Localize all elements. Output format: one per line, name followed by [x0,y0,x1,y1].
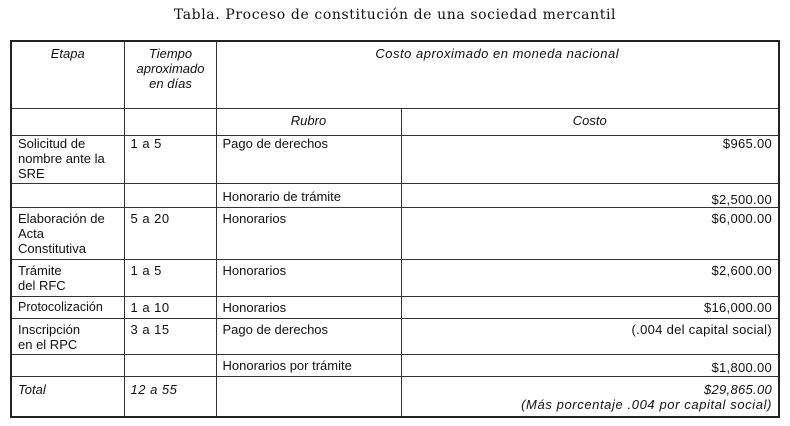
table-caption: Tabla. Proceso de constitución de una sociedad mercantil [173,7,617,23]
header-row [12,42,778,109]
cell-etapa [12,355,124,377]
cell-tiempo: 5 a 20 [124,208,216,260]
cell-tiempo [124,184,216,208]
total-costo-cell [401,377,778,416]
cell-costo: (.004 del capital social) [401,319,778,355]
subheader-row [12,109,778,136]
total-tiempo: 12 a 55 [124,377,216,416]
cell-costo: $16,000.00 [401,297,778,319]
cell-costo: $1,800.00 [401,355,778,377]
cost-table [12,42,778,416]
cell-rubro: Honorarios [216,260,401,297]
cell-etapa: Trámite del RFC [12,260,124,297]
total-note: (Más porcentaje .004 por capital social) [521,397,773,412]
table-row [12,319,778,355]
cell-tiempo: 1 a 5 [124,260,216,297]
cell-rubro: Honorarios [216,297,401,319]
cell-tiempo: 1 a 10 [124,297,216,319]
cell-rubro: Honorario de trámite [216,184,401,208]
cell-etapa: Protocolización [12,297,124,319]
table-row [12,184,778,208]
cell-costo: $2,500.00 [401,184,778,208]
subheader-empty-etapa [12,109,124,136]
cell-tiempo: 3 a 15 [124,319,216,355]
total-costo: $29,865.00 [703,382,773,397]
table-row [12,355,778,377]
cell-rubro: Pago de derechos [216,319,401,355]
header-rubro: Rubro [216,109,401,136]
table-row [12,297,778,319]
cell-costo: $2,600.00 [401,260,778,297]
header-costo-group: Costo aproximado en moneda nacional [216,42,778,109]
cell-etapa [12,184,124,208]
total-label: Total [12,377,124,416]
cell-rubro: Honorarios [216,208,401,260]
header-etapa: Etapa [12,42,124,109]
header-tiempo: Tiempo aproximado en días [124,42,216,109]
cell-tiempo [124,355,216,377]
cell-costo: $965.00 [401,136,778,184]
cell-rubro: Honorarios por trámite [216,355,401,377]
cell-tiempo: 1 a 5 [124,136,216,184]
cell-rubro: Pago de derechos [216,136,401,184]
table-row [12,208,778,260]
table-frame [10,40,780,418]
table-row [12,136,778,184]
cell-costo: $6,000.00 [401,208,778,260]
total-row [12,377,778,416]
cell-etapa: Solicitud de nombre ante la SRE [12,136,124,184]
subheader-empty-tiempo [124,109,216,136]
table-row [12,260,778,297]
header-costo: Costo [401,109,778,136]
total-rubro-empty [216,377,401,416]
cell-etapa: Inscripción en el RPC [12,319,124,355]
cell-etapa: Elaboración de Acta Constitutiva [12,208,124,260]
